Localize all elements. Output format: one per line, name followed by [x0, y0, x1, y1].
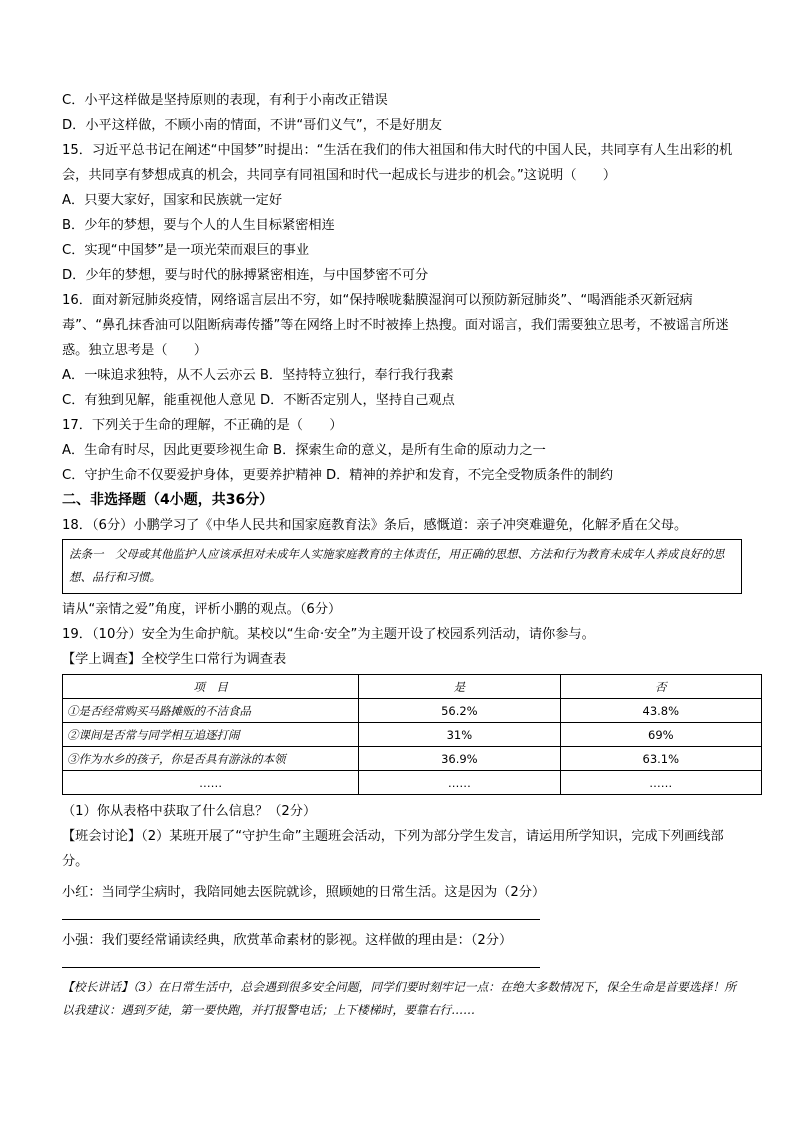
table-cell-no: 63.1% [560, 747, 761, 771]
q15-option-b: B．少年的梦想，要与个人的人生目标紧密相连 [62, 218, 335, 233]
table-row [63, 747, 762, 771]
q19-xiaoqiang: 小强：我们要经常诵读经典，欣赏革命素材的影视。这样做的理由是：（2分） [62, 933, 513, 948]
table-cell-yes: 31% [359, 723, 560, 747]
q17-stem: 17．下列关于生命的理解，不正确的是（ ） [62, 418, 343, 433]
law-excerpt-box [62, 539, 742, 594]
q18-question: 请从“亲情之爱”角度，评析小鹏的观点。（6分） [62, 602, 342, 617]
table-row [63, 723, 762, 747]
q14-option-d: D．小平这样做，不顾小南的情面，不讲“哥们义气”，不是好朋友 [62, 118, 442, 133]
q16-stem: 16．面对新冠肺炎疫情，网络谣言层出不穷，如“保持喉咙黏膜湿润可以预防新冠肺炎”、“喝酒能杀灭新冠病毒”、“鼻孔抹香油可以阻断病毒传播”等在网络上时不时被捧上热搜。面对谣言，我们需要独立思考，不被谣言所迷惑。独立思考是（ ） [62, 293, 729, 358]
q19-stem: 19．（10分）安全为生命护航。某校以“生命·安全”为主题开设了校园系列活动，请你参与。 [62, 627, 595, 642]
section-heading: 二、非选择题（4小题，共36分） [62, 492, 274, 508]
table-header-row [63, 675, 762, 699]
table-cell-yes: 36.9% [359, 747, 560, 771]
table-cell-yes: …… [359, 771, 560, 795]
table-cell-item: …… [63, 771, 359, 795]
answer-line-1[interactable] [62, 905, 540, 920]
q19-sub1: （1）你从表格中获取了什么信息？（2分） [62, 804, 317, 819]
principal-speech: 【校长讲话】（3）在日常生活中，总会遇到很多安全问题，同学们要时刻牢记一点：在绝大多数情况下，保全生命是首要选择！所以我建议：遇到歹徒，第一要快跑，并打报警电话；上下楼梯时，要靠右行…… [62, 980, 737, 1017]
answer-line-2[interactable] [62, 953, 540, 968]
table-header-no: 否 [560, 675, 761, 699]
q15-option-c: C．实现“中国梦”是一项光荣而艰巨的事业 [62, 243, 310, 258]
q19-xiaohong: 小红：当同学尘病时，我陪同她去医院就诊，照顾她的日常生活。这是因为（2分） [62, 885, 546, 900]
table-header-item: 项 目 [63, 675, 359, 699]
exam-page [62, 88, 742, 1022]
q18-stem: 18．（6分）小鹏学习了《中华人民共和国家庭教育法》条后，感慨道：亲子冲突难避免，化解矛盾在父母。 [62, 518, 688, 533]
q14-option-c: C．小平这样做是坚持原则的表现，有利于小南改正错误 [62, 93, 388, 108]
table-cell-item: ①是否经常购买马路摊贩的不洁食品 [63, 699, 359, 723]
table-row [63, 699, 762, 723]
table-cell-yes: 56.2% [359, 699, 560, 723]
q19-sub2: 【班会讨论】（2）某班开展了“守护生命”主题班会活动，下列为部分学生发言，请运用所学知识，完成下列画线部分。 [62, 829, 724, 869]
law-excerpt-text: 法条一 父母或其他监护人应该承担对未成年人实施家庭教育的主体责任，用正确的思想、方法和行为教育未成年人养成良好的思想、品行和习惯。 [69, 547, 725, 584]
table-cell-no: …… [560, 771, 761, 795]
table-header-yes: 是 [359, 675, 560, 699]
q15-option-a: A．只要大家好，国家和民族就一定好 [62, 193, 283, 208]
table-cell-item: ③作为水乡的孩子，你是否具有游泳的本领 [63, 747, 359, 771]
table-cell-no: 43.8% [560, 699, 761, 723]
table-cell-item: ②课间是否常与同学相互追逐打闹 [63, 723, 359, 747]
q15-stem: 15．习近平总书记在阐述“中国梦”时提出：“生活在我们的伟大祖国和伟大时代的中国人民，共同享有人生出彩的机会，共同享有梦想成真的机会，共同享有同祖国和时代一起成长与进步的机会。”这说明（ ） [62, 143, 733, 183]
table-row [63, 771, 762, 795]
table-cell-no: 69% [560, 723, 761, 747]
survey-table [62, 674, 762, 795]
q15-option-d: D．少年的梦想，要与时代的脉搏紧密相连，与中国梦密不可分 [62, 268, 429, 283]
survey-title: 【学上调查】全校学生口常行为调查表 [62, 652, 287, 667]
q17-options-cd: C．守护生命不仅要爱护身体，更要养护精神 D．精神的养护和发育，不完全受物质条件的制约 [62, 468, 614, 483]
q16-options-ab: A．一味追求独特，从不人云亦云 B．坚持特立独行，奉行我行我素 [62, 368, 454, 383]
q16-options-cd: C．有独到见解，能重视他人意见 D．不断否定别人，坚持自己观点 [62, 393, 455, 408]
q17-options-ab: A．生命有时尽，因此更要珍视生命 B．探索生命的意义，是所有生命的原动力之一 [62, 443, 546, 458]
